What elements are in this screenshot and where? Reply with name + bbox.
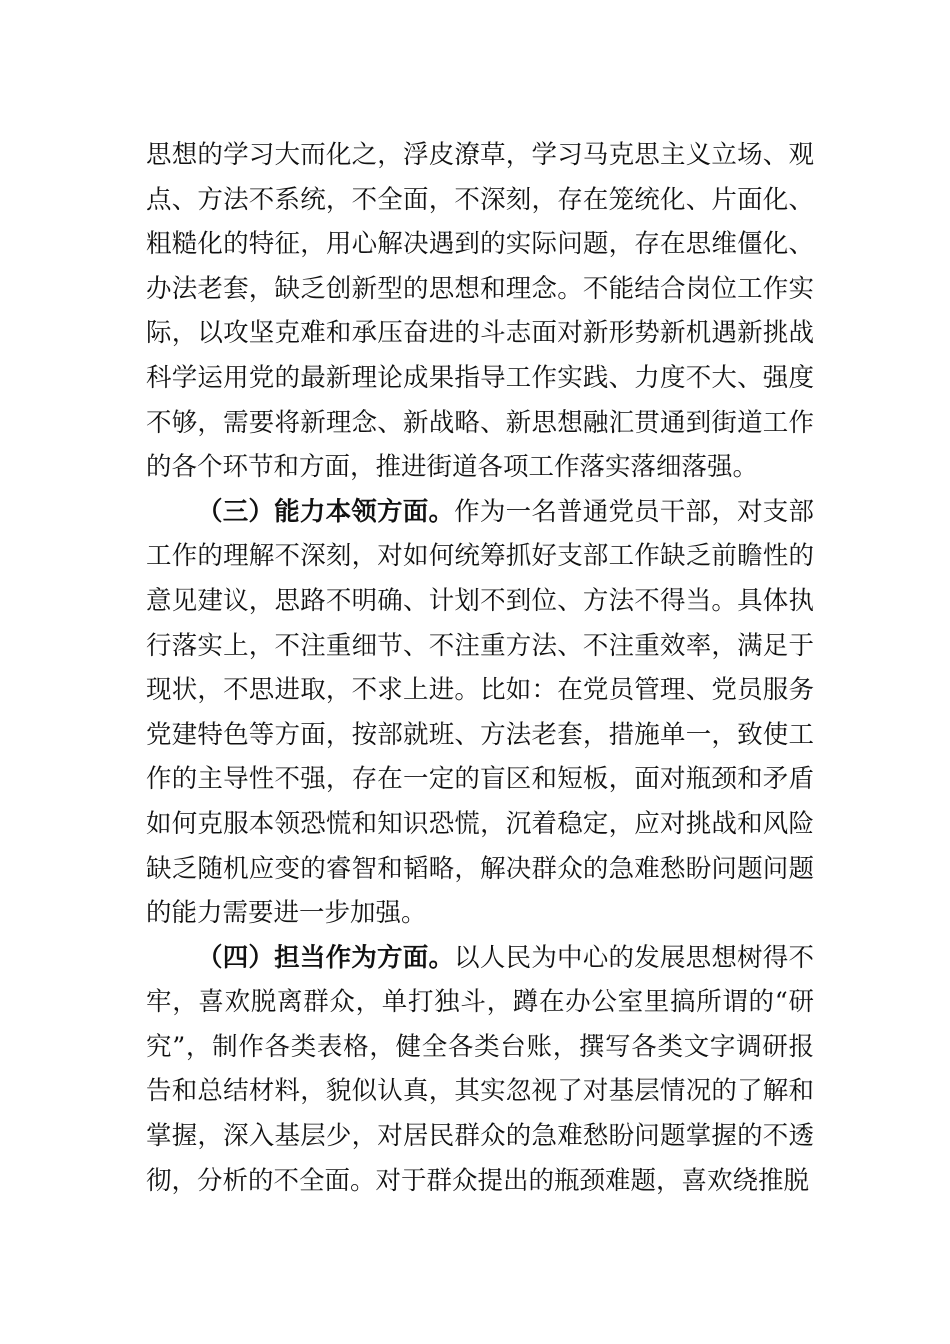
paragraph-ability [146,490,814,936]
section-heading-ability: （三）能力本领方面。 [197,496,455,527]
document-body [146,133,814,1203]
paragraph-text: 思想的学习大而化之，浮皮潦草，学习马克思主义立场、观点、方法不系统，不全面，不深刻，存在笼统化、片面化、粗糙化的特征，用心解决遇到的实际问题，存在思维僵化、办法老套，缺乏创新型的思想和理念。不能结合岗位工作实际，以攻坚克难和承压奋进的斗志面对新形势新机遇新挑战科学运用党的最新理论成果指导工作实践、力度不大、强度不够，需要将新理念、新战略、新思想融汇贯通到街道工作的各个环节和方面，推进街道各项工作落实落细落强。 [146,140,814,483]
paragraph-continuation [146,133,814,490]
section-heading-responsibility: （四）担当作为方面。 [197,942,455,973]
paragraph-responsibility [146,936,814,1204]
paragraph-text: 作为一名普通党员干部，对支部工作的理解不深刻，对如何统筹抓好支部工作缺乏前瞻性的意见建议，思路不明确、计划不到位、方法不得当。具体执行落实上，不注重细节、不注重方法、不注重效率，满足于现状，不思进取，不求上进。比如：在党员管理、党员服务党建特色等方面，按部就班、方法老套，措施单一，致使工作的主导性不强，存在一定的盲区和短板，面对瓶颈和矛盾如何克服本领恐慌和知识恐慌，沉着稳定，应对挑战和风险缺乏随机应变的睿智和韬略，解决群众的急难愁盼问题问题的能力需要进一步加强。 [146,496,814,929]
paragraph-text: 以人民为中心的发展思想树得不牢，喜欢脱离群众，单打独斗，蹲在办公室里搞所谓的“研究”，制作各类表格，健全各类台账，撰写各类文字调研报告和总结材料，貌似认真，其实忽视了对基层情况的了解和掌握，深入基层少，对居民群众的急难愁盼问题掌握的不透彻，分析的不全面。对于群众提出的瓶颈难题，喜欢绕推脱 [146,942,814,1196]
